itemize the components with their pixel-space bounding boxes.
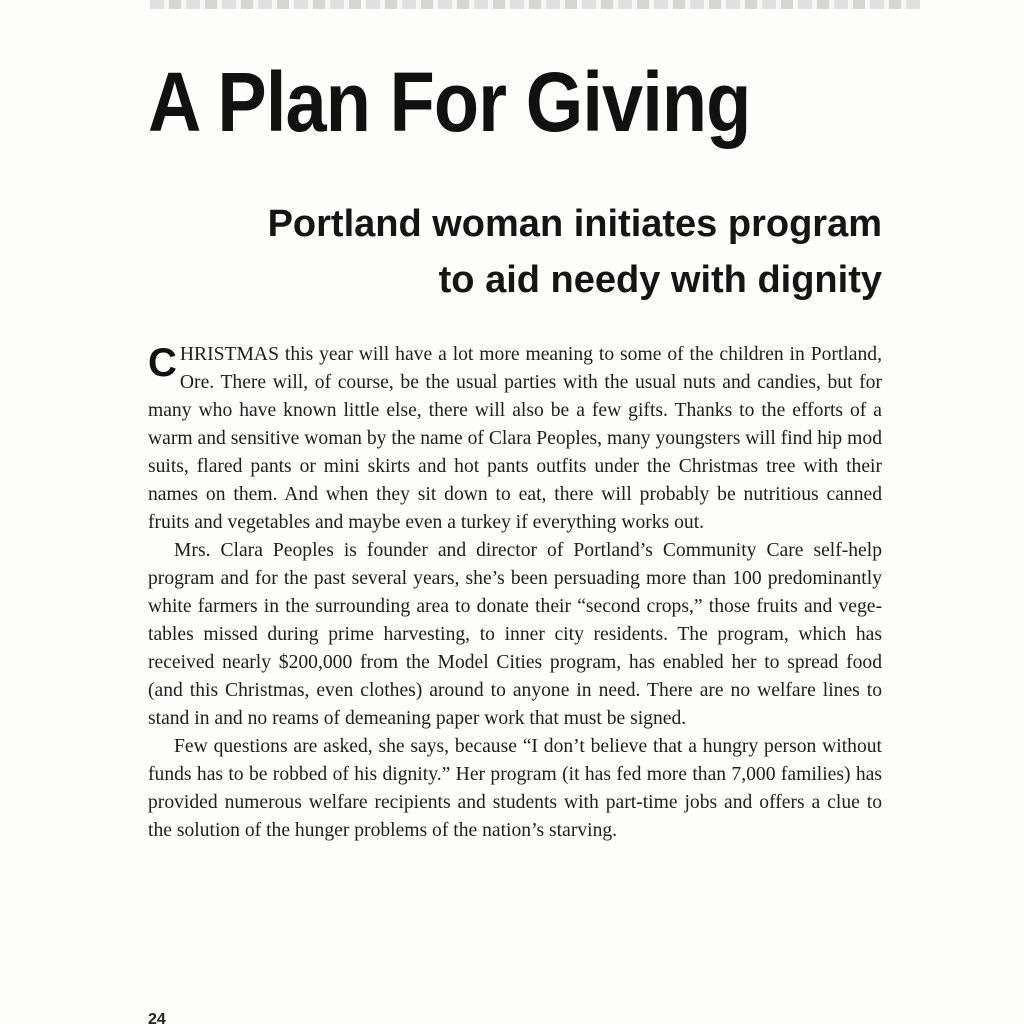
subhead-line-1: Portland woman initiates program bbox=[267, 203, 882, 245]
paragraph-2: Mrs. Clara Peoples is founder and director of Portland’s Community Care self-help program and for the past several years, she’s been persuading more than 100 predominantly white farmers in the surrounding area to donate their “second crops,” those fruits and vegetables missed during prime harvesting, to inner city residents. The program, which has received nearly $200,000 from the Model Cities program, has enabled her to spread food (and this Christmas, even clothes) around to anyone in need. There are no welfare lines to stand in and no reams of demeaning paper work that must be signed. bbox=[148, 540, 882, 729]
top-edge-artifact bbox=[150, 0, 920, 9]
paragraph-3: Few questions are asked, she says, because “I don’t believe that a hungry person without funds has to be robbed of his dignity.” Her program (it has fed more than 7,000 families) has provided numerous welfare recipients and students with part-time jobs and offers a clue to the solution of the hunger problems of the nation’s starving. bbox=[148, 736, 882, 841]
paragraph-1-text: HRISTMAS this year will have a lot more meaning to some of the children in Portland, Ore. There will, of course, be the usual parties with the usual nuts and candies, but for many who have known little else, there will also be a few gifts. Thanks to the efforts of a warm and sensitive woman by the name of Clara Peoples, many youngsters will find hip mod suits, flared pants or mini skirts and hot pants outfits under the Christmas tree with their names on them. And when they sit down to eat, there will probably be nutritious canned fruits and vegetables and maybe even a turkey if everything works out. bbox=[148, 344, 882, 533]
article-headline: A Plan For Giving bbox=[148, 55, 751, 149]
subhead-line-2: to aid needy with dignity bbox=[438, 259, 882, 301]
article-subhead bbox=[182, 196, 882, 308]
paragraph-1 bbox=[148, 341, 882, 537]
page-number: 24 bbox=[148, 1011, 166, 1024]
drop-cap: C bbox=[148, 341, 177, 385]
article-body bbox=[148, 341, 882, 845]
